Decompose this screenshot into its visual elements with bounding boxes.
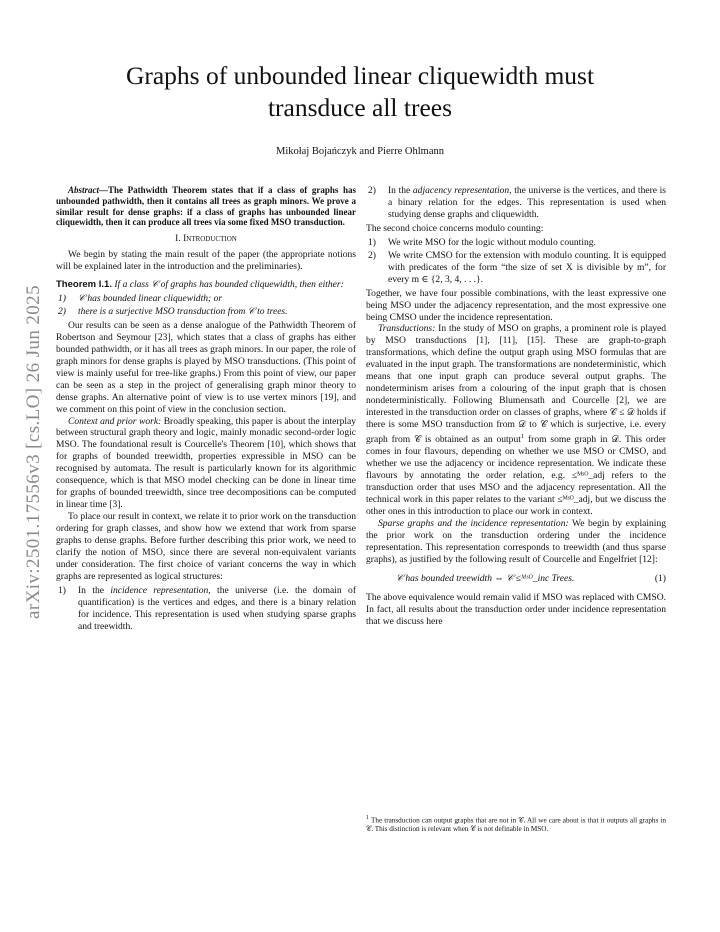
intro-paragraph-1: We begin by stating the main result of the paper (the appropriate notions will be explained later in the introduction and the preliminaries). xyxy=(56,249,356,273)
arxiv-identifier-text: arXiv:2501.17556v3 [cs.LO] 26 Jun 2025 xyxy=(23,285,44,619)
transductions-paragraph: Transductions: In the study of MSO on graphs, a prominent role is played by MSO transductions [1], [11], [15]. These are graph-to-graph transformations, which define the output graph using MSO formulas that are evaluated in the input graph. The transformations are nondeterministic, which means that one input graph can produce several output graphs. The nondeterminism arises from a colouring of the input graph that is chosen nondeterministically. Following Blumensath and Courcelle [2], we are interested in the transduction order on classes of graphs, where 𝒞 ≤ 𝒟 holds if there is some MSO transduction from 𝒟 to 𝒞 which is surjective, i.e. every graph from 𝒞 is obtained as an output$^1$ from some graph in 𝒟. This order comes in four flavours, depending on whether we use MSO or CMSO, and whether we use the adjacency or incidence representation. We indicate these flavours by annotating the order relation, e.g. ≤ᴹˢᴼ_adj refers to the transduction order that uses MSO and the adjacency representation. All the technical work in this paper relates to the variant ≤ᴹˢᴼ_adj, but we discuss the other ones in this introduction to place our work in context. xyxy=(366,323,666,517)
list-item: 1) 𝒞 has bounded linear cliquewidth; or xyxy=(58,293,223,304)
abstract-label: Abstract— xyxy=(68,185,109,195)
footnote xyxy=(366,813,666,834)
paper-title: Graphs of unbounded linear cliquewidth must transduce all trees xyxy=(125,61,595,122)
together-paragraph: Together, we have four possible combinations, with the least expressive one being MSO under the adjacency representation, and the most expressive one being CMSO under the incidence representation. xyxy=(366,287,666,323)
left-column xyxy=(56,185,356,635)
equation-1 xyxy=(366,573,666,585)
sparse-paragraph: Sparse graphs and the incidence representation: We begin by explaining the prior work on the transduction ordering under the incidence representation. This representation corresponds to treewidth (and thus sparse graphs), as justified by the following result of Courcelle and Engelfriet [12]: xyxy=(366,517,666,565)
modulo-list xyxy=(366,237,666,286)
intro-paragraph-4: To place our result in context, we relate it to prior work on the transduction ordering for graph classes, and show how we extend that work from sparse graphs to dense graphs. Before further describing this prior work, we need to clarify the notion of MSO, since there are several non-equivalent variants under consideration. The first choice of variant concerns the way in which graphs are represented as logical structures: xyxy=(56,511,356,582)
context-heading: Context and prior work: xyxy=(68,415,162,427)
transductions-heading: Transductions: xyxy=(378,323,436,335)
sparse-heading: Sparse graphs and the incidence representation: xyxy=(378,517,569,529)
choice-paragraph: The second choice concerns modulo counting: xyxy=(366,222,544,234)
list-item: 2) there is a surjective MSO transduction from 𝒞 to trees. xyxy=(58,305,288,317)
footnote-text: The transduction can output graphs that are not in 𝒞. All we care about is that it outputs all graphs in 𝒞. This distinction is relevant when 𝒞 is not definable in MSO. xyxy=(366,816,666,833)
list-item: 1) In the incidence representation, the universe (i.e. the domain of quantification) is the vertices and edges, and there is a binary relation for incidence. This representation is used when studying sparse graphs and treewidth. xyxy=(58,584,356,632)
equation-text: 𝒞 has bounded treewidth ⇔ 𝒞 ≤ᴹˢᴼ_inc Trees. xyxy=(396,572,575,584)
context-paragraph: Context and prior work: Broadly speaking, this paper is about the interplay between structural graph theory and logic, mainly monadic second-order logic MSO. The foundational result is Courcelle's Theorem [10], which shows that for graphs of bounded treewidth, properties expressible in MSO can be recognised by automata. The result is particularly known for its algorithmic consequence, which is that MSO model checking can be done in linear time for graphs of bounded treewidth, since tree decompositions can be computed in linear time [3]. xyxy=(56,415,357,511)
paper-authors: Mikołaj Bojańczyk and Pierre Ohlmann xyxy=(276,146,444,157)
equivalence-paragraph: The above equivalence would remain valid if MSO was replaced with CMSO. In fact, all results about the transduction order under incidence representation that we discuss here xyxy=(366,591,666,627)
abstract-text: The Pathwidth Theorem states that if a class of graphs has unbounded pathwidth, then it contains all trees as graph minors. We prove a similar result for dense graphs: if a class of graphs has unbounded linear cliquewidth, then it can produce all trees via some fixed MSO transduction. xyxy=(56,185,356,228)
representation-list-cont xyxy=(366,185,666,221)
theorem-label: Theorem I.1. xyxy=(56,279,112,291)
representation-list xyxy=(56,585,356,633)
list-item: 1) We write MSO for the logic without modulo counting. xyxy=(368,236,596,248)
theorem xyxy=(56,279,356,291)
right-column xyxy=(366,185,666,628)
theorem-text: If a class 𝒞 of graphs has bounded cliquewidth, then either: xyxy=(114,279,344,291)
equation-number: (1) xyxy=(654,572,666,584)
abstract xyxy=(56,185,356,228)
theorem-list xyxy=(56,293,356,318)
list-item: 2) In the adjacency representation, the universe is the vertices, and there is a binary relation for the edges. This representation is used when studying dense graphs and cliquewidth. xyxy=(368,185,667,220)
list-item: 2) We write CMSO for the extension with modulo counting. It is equipped with predicates of the form “the size of set X is divisible by m”, for every m ∈ {2, 3, 4, . . .}. xyxy=(368,249,666,285)
footnote-number: 1 xyxy=(366,815,369,821)
section-heading: I. Introduction xyxy=(175,234,237,245)
intro-paragraph-2: Our results can be seen as a dense analogue of the Pathwidth Theorem of Robertson and Seymour [23], which states that a class of graphs has either bounded pathwidth, or it has all trees as graph minors. In our paper, the role of graph minors for dense graphs is played by MSO transductions. (This point of view is mainly useful for tree-like graphs.) From this point of view, our paper can be seen as a step in the project of generalising graph minor theory to dense graphs. An alternative point of view is to use vertex minors [19], and we comment on this point of view in the conclusion section. xyxy=(56,319,356,415)
footnote-marker: 1 xyxy=(520,433,525,441)
arxiv-identifier xyxy=(22,262,46,642)
